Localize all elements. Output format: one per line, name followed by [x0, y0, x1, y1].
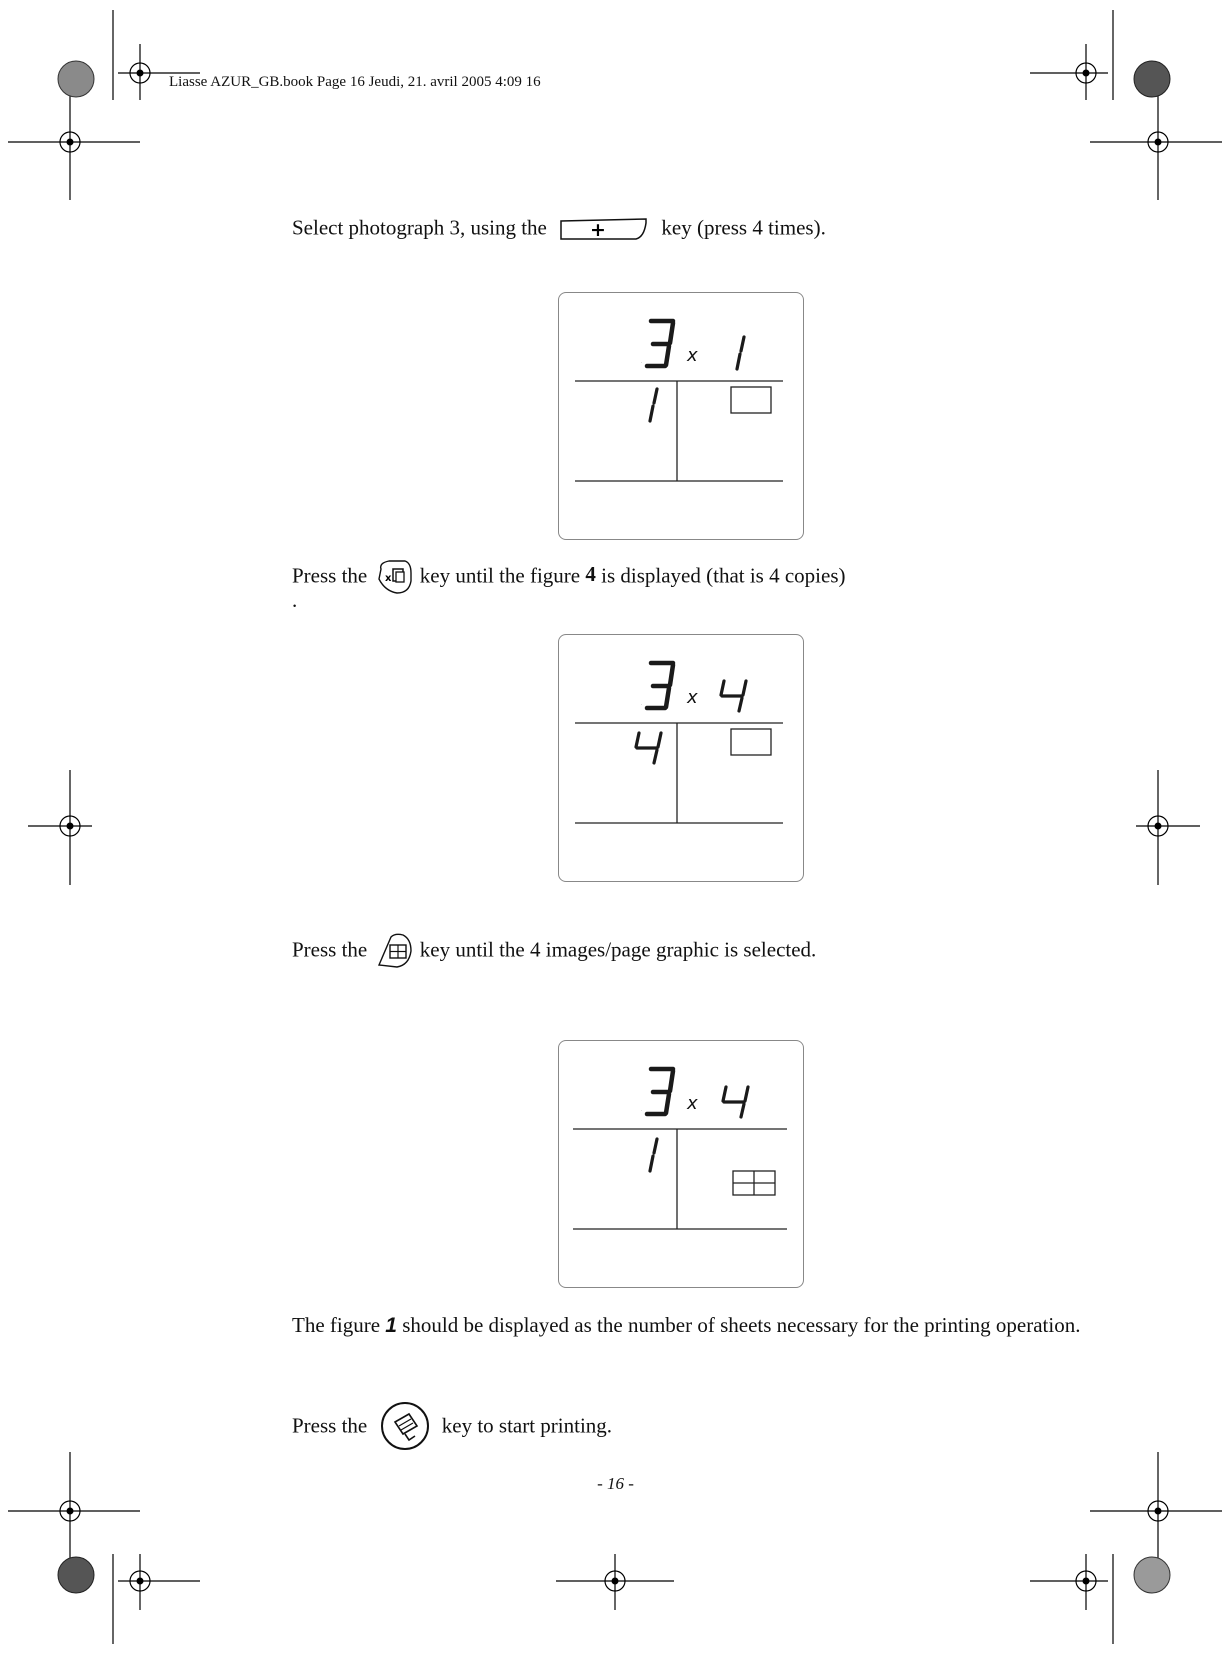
lcd-photo-number: 3 [641, 705, 642, 706]
lcd-copies-digit [723, 1087, 748, 1117]
lcd-photo-digit-3 [647, 321, 673, 366]
step-sheets-note-suffix: should be displayed as the number of sheets necessary for the printing operation. [402, 1313, 1081, 1337]
lcd-times-symbol: x [687, 1093, 698, 1114]
lcd-display-2 [558, 634, 804, 882]
lcd-times-symbol: x [687, 345, 698, 366]
lcd-photo-digit-3 [647, 1069, 673, 1114]
lcd-photo-number: 3 [641, 1111, 642, 1112]
page-number: - 16 - [597, 1474, 634, 1493]
step-start-printing [292, 1400, 612, 1452]
single-image-layout-icon [731, 387, 771, 413]
step-set-copies-prefix: Press the [292, 563, 368, 588]
lcd-photo-digit-3 [647, 663, 673, 708]
step-select-photo-prefix: Select photograph 3, using the [292, 215, 547, 240]
step-select-layout-suffix: key until the 4 images/page graphic is selected. [419, 937, 817, 962]
lcd-photo-number: 3 [641, 363, 642, 364]
plus-key-label: + [590, 219, 607, 242]
step-set-copies-suffix: is displayed (that is 4 copies) [601, 563, 846, 588]
step-select-layout-prefix: Press the [292, 937, 368, 962]
sheets-count-value: 1 [385, 1314, 397, 1337]
svg-text:x: x [384, 573, 391, 584]
step-select-layout [292, 931, 816, 969]
lcd-sheets-value: 1 [651, 1161, 652, 1162]
step-start-printing-prefix: Press the [292, 1413, 368, 1438]
step-set-copies [292, 557, 846, 595]
single-image-layout-icon [731, 729, 771, 755]
copies-target-value: 4 [585, 561, 596, 586]
lcd-sheets-digit [636, 733, 661, 763]
lcd-display-3 [558, 1040, 804, 1288]
step-set-copies-middle: key until the figure [419, 563, 581, 588]
lcd-copies-value: 4 [739, 705, 740, 706]
lcd-times-symbol: x [687, 687, 698, 708]
lcd-copies-digit [721, 681, 746, 711]
step-select-photo-suffix: key (press 4 times). [661, 215, 826, 240]
step-sheets-note-prefix: The figure [292, 1313, 381, 1337]
lcd-sheets-digit [650, 1139, 657, 1171]
step-start-printing-suffix: key to start printing. [441, 1413, 613, 1438]
lcd-sheets-value: 4 [651, 755, 652, 756]
four-images-layout-icon [733, 1171, 775, 1195]
lcd-copies-value: 1 [739, 363, 740, 364]
lcd-sheets-value: 1 [651, 413, 652, 414]
step-select-photo [292, 212, 826, 243]
lcd-copies-value: 4 [739, 1111, 740, 1112]
lcd-sheets-digit [650, 389, 657, 421]
copies-key-icon [375, 557, 413, 595]
print-key-icon [379, 1400, 431, 1452]
lcd-display-1 [558, 292, 804, 540]
step-sheets-note [292, 1311, 1092, 1340]
stray-period: . [292, 588, 298, 612]
running-header: Liasse AZUR_GB.book Page 16 Jeudi, 21. avril 2005 4:09 16 [169, 74, 541, 90]
plus-key-icon [558, 213, 650, 243]
lcd-copies-digit [737, 337, 744, 369]
layout-key-icon [375, 931, 413, 969]
